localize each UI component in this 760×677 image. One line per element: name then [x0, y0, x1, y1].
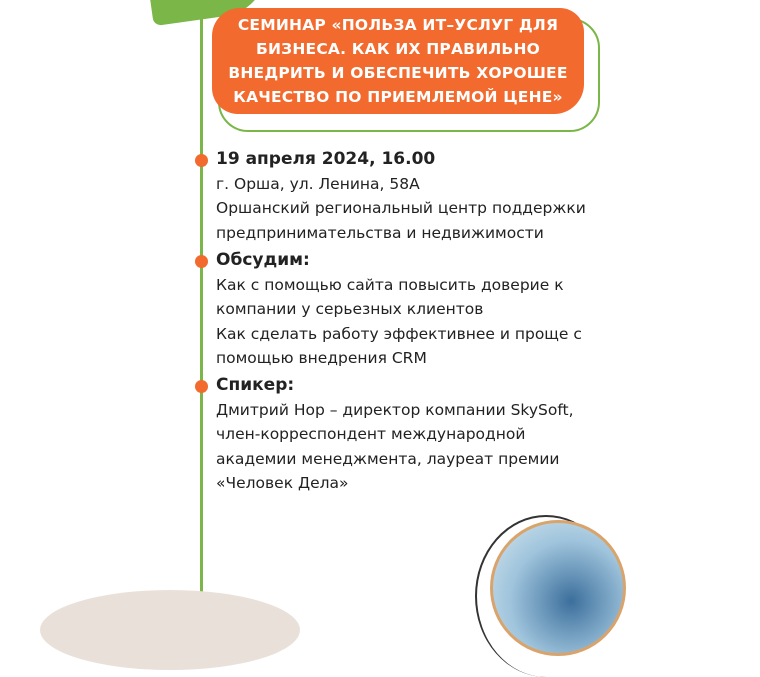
tech-illustration-image: [490, 520, 626, 656]
event-details: [216, 147, 586, 245]
speaker-line: член-корреспондент международной: [216, 425, 526, 443]
event-address: г. Орша, ул. Ленина, 58А: [216, 174, 420, 193]
discuss-line: Как с помощью сайта повысить доверие к: [216, 275, 564, 294]
title-line: КАЧЕСТВО ПО ПРИЕМЛЕМОЙ ЦЕНЕ»: [233, 88, 563, 106]
beige-decoration: [40, 590, 300, 670]
timeline-line: [200, 0, 203, 610]
venue-line: Оршанский региональный центр поддержки: [216, 199, 586, 217]
speaker-section: [216, 373, 574, 496]
speaker-heading: Спикер:: [216, 375, 295, 395]
discuss-line: помощью внедрения CRM: [216, 349, 427, 367]
title-line: ВНЕДРИТЬ И ОБЕСПЕЧИТЬ ХОРОШЕЕ: [228, 64, 568, 82]
discuss-line: Как сделать работу эффективнее и проще с: [216, 324, 582, 343]
discuss-line: компании у серьезных клиентов: [216, 300, 484, 318]
event-date: 19 апреля 2024, 16.00: [216, 149, 436, 169]
speaker-line: академии менеджмента, лауреат премии: [216, 449, 560, 468]
seminar-title-banner: [212, 8, 584, 114]
title-line: БИЗНЕСА. КАК ИХ ПРАВИЛЬНО: [255, 40, 540, 58]
bullet-dot: [195, 255, 208, 268]
venue-line: предпринимательства и недвижимости: [216, 223, 544, 242]
speaker-line: Дмитрий Нор – директор компании SkySoft,: [216, 400, 574, 419]
discuss-heading: Обсудим:: [216, 250, 310, 270]
speaker-line: «Человек Дела»: [216, 474, 349, 492]
title-line: СЕМИНАР «ПОЛЬЗА ИТ–УСЛУГ ДЛЯ: [237, 16, 559, 34]
discuss-section: [216, 248, 582, 371]
bullet-dot: [195, 154, 208, 167]
bullet-dot: [195, 380, 208, 393]
